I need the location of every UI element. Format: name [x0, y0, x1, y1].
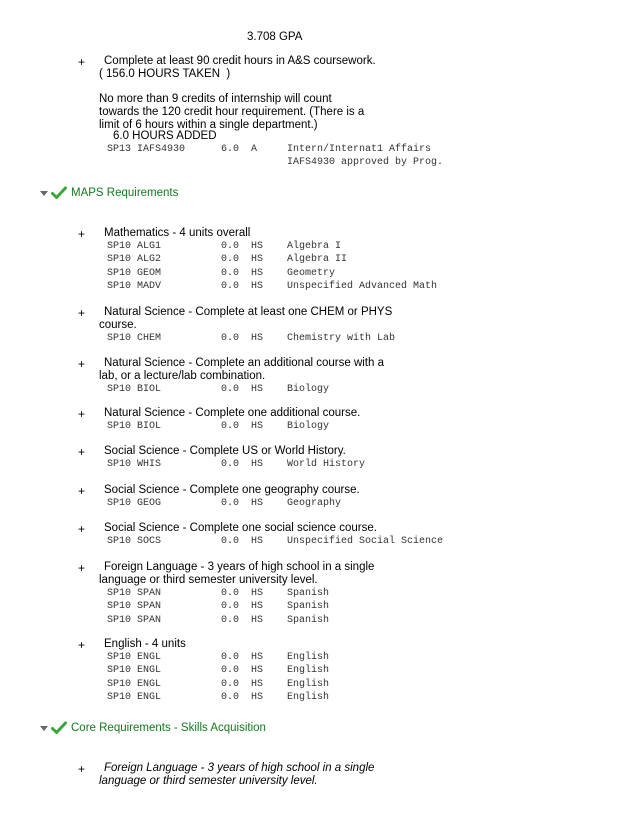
requirement-text: Social Science - Complete US or World History. [104, 445, 346, 457]
course-grade: HS [251, 601, 264, 613]
course-row [107, 665, 507, 678]
course-title: Biology [287, 421, 330, 432]
course-term: SP10 [107, 601, 132, 613]
course-term: SP10 [107, 241, 132, 252]
core-requirement-text: Foreign Language - 3 years of high school in a single [104, 762, 375, 774]
triangle-down-icon[interactable] [40, 726, 48, 731]
course-title: Chemistry with Lab [287, 333, 396, 344]
course-grade: HS [251, 254, 264, 266]
course-row [107, 588, 507, 601]
green-check-icon [51, 186, 67, 200]
requirement-plus: + [78, 762, 86, 776]
course-title: Unspecified Social Science [287, 536, 444, 547]
course-term: SP10 [107, 691, 132, 703]
course-row [107, 679, 507, 692]
requirement-plus: + [78, 55, 86, 69]
course-code: ALG2 [137, 254, 162, 266]
course-title: Spanish [287, 614, 330, 626]
course-grade: HS [251, 280, 264, 292]
course-row [107, 459, 507, 472]
course-title: Unspecified Advanced Math [287, 280, 438, 292]
core-section-title: Core Requirements - Skills Acquisition [71, 722, 266, 734]
requirement-text: course. [99, 319, 137, 331]
course-term: SP10 [107, 588, 132, 599]
course-row [107, 268, 507, 281]
course-credits: 0.0 [221, 459, 240, 470]
course-term: SP10 [107, 459, 132, 470]
requirement-text: Social Science - Complete one social science course. [104, 522, 377, 534]
course-grade: A [251, 144, 258, 155]
course-code: CHEM [137, 333, 162, 344]
course-credits: 0.0 [221, 678, 240, 690]
requirement-plus: + [78, 407, 86, 421]
course-credits: 6.0 [221, 144, 240, 155]
course-credits: 0.0 [221, 241, 240, 252]
requirement-text: language or third semester university level. [99, 574, 318, 586]
course-row [107, 241, 507, 254]
course-row [107, 536, 507, 549]
course-grade: HS [251, 241, 264, 252]
requirement-text: Social Science - Complete one geography course. [104, 484, 360, 496]
maps-section-header[interactable] [40, 184, 178, 202]
course-row [107, 692, 507, 705]
course-credits: 0.0 [221, 254, 240, 266]
course-row [107, 652, 507, 665]
course-grade: HS [251, 536, 264, 547]
course-credits: 0.0 [221, 588, 240, 599]
course-code: BIOL [137, 384, 162, 395]
course-grade: HS [251, 588, 264, 599]
course-term: SP10 [107, 665, 132, 677]
requirement-plus: + [78, 561, 86, 575]
course-credits: 0.0 [221, 333, 240, 344]
course-credits: 0.0 [221, 652, 240, 663]
core-section-header[interactable] [40, 719, 266, 737]
course-credits: 0.0 [221, 691, 240, 703]
course-code: SPAN [137, 614, 162, 626]
triangle-down-icon[interactable] [40, 191, 48, 196]
course-title: English [287, 652, 330, 663]
course-term: SP10 [107, 498, 132, 509]
requirement-plus: + [78, 357, 86, 371]
course-term: SP10 [107, 536, 132, 547]
requirement-plus: + [78, 638, 86, 652]
course-title: Spanish [287, 588, 330, 599]
course-term: SP10 [107, 421, 132, 432]
course-title: World History [287, 459, 366, 470]
course-term: SP10 [107, 333, 132, 344]
requirement-text: Foreign Language - 3 years of high school in a single [104, 561, 375, 573]
course-title: Spanish [287, 601, 330, 613]
course-row [107, 421, 507, 434]
course-title: English [287, 665, 330, 677]
course-code: ENGL [137, 678, 162, 690]
course-title: Intern/Internat1 Affairs [287, 144, 432, 155]
course-term: SP10 [107, 280, 132, 292]
course-code: BIOL [137, 421, 162, 432]
requirement-plus: + [78, 445, 86, 459]
course-credits: 0.0 [221, 267, 240, 279]
course-credits: 0.0 [221, 280, 240, 292]
requirement-text: English - 4 units [104, 638, 186, 650]
requirement-plus: + [78, 484, 86, 498]
course-grade: HS [251, 652, 264, 663]
requirement-plus: + [78, 522, 86, 536]
course-code: MADV [137, 280, 162, 292]
course-credits: 0.0 [221, 614, 240, 626]
course-credits: 0.0 [221, 665, 240, 677]
green-check-icon [51, 721, 67, 735]
course-code: SOCS [137, 536, 162, 547]
course-title: Algebra I [287, 241, 342, 252]
requirement-text: Complete at least 90 credit hours in A&S coursework. [104, 55, 376, 67]
course-row [107, 384, 507, 397]
approval-note: IAFS4930 approved by Prog. [287, 157, 444, 168]
course-term: SP10 [107, 652, 132, 663]
core-requirement-text: language or third semester university level. [99, 775, 318, 787]
requirement-text: Natural Science - Complete one additional course. [104, 407, 361, 419]
maps-section-title: MAPS Requirements [71, 187, 179, 199]
course-code: ALG1 [137, 241, 162, 252]
course-row [107, 601, 507, 614]
hours-taken: ( 156.0 HOURS TAKEN ) [99, 68, 231, 80]
course-term: SP10 [107, 384, 132, 395]
course-term: SP10 [107, 267, 132, 279]
course-grade: HS [251, 459, 264, 470]
course-grade: HS [251, 665, 264, 677]
requirement-plus: + [78, 227, 86, 241]
course-code: GEOM [137, 267, 162, 279]
internship-note-line: No more than 9 credits of internship will count [99, 93, 332, 105]
course-row [107, 281, 507, 294]
course-term: SP13 [107, 144, 132, 155]
course-term: SP10 [107, 678, 132, 690]
course-grade: HS [251, 678, 264, 690]
course-grade: HS [251, 498, 264, 509]
requirement-text: Mathematics - 4 units overall [104, 227, 251, 239]
course-grade: HS [251, 421, 264, 432]
course-code: IAFS4930 [137, 144, 186, 155]
gpa-value: 3.708 GPA [247, 31, 303, 43]
course-row [107, 254, 507, 267]
course-grade: HS [251, 384, 264, 395]
requirement-text: Natural Science - Complete an additional course with a [104, 357, 384, 369]
course-grade: HS [251, 267, 264, 279]
course-title: Biology [287, 384, 330, 395]
course-title: Geography [287, 498, 342, 509]
course-title: English [287, 678, 330, 690]
course-code: SPAN [137, 601, 162, 613]
internship-note-line: towards the 120 credit hour requirement. (There is a [99, 106, 365, 118]
course-grade: HS [251, 691, 264, 703]
course-code: ENGL [137, 665, 162, 677]
course-code: SPAN [137, 588, 162, 599]
course-code: ENGL [137, 652, 162, 663]
course-term: SP10 [107, 614, 132, 626]
course-title: Algebra II [287, 254, 348, 266]
course-credits: 0.0 [221, 601, 240, 613]
course-code: ENGL [137, 691, 162, 703]
course-title: English [287, 691, 330, 703]
course-credits: 0.0 [221, 384, 240, 395]
requirement-text: lab, or a lecture/lab combination. [99, 370, 266, 382]
hours-added: 6.0 HOURS ADDED [113, 130, 217, 142]
requirement-plus: + [78, 306, 86, 320]
course-grade: HS [251, 614, 264, 626]
course-row [107, 144, 507, 157]
course-row [107, 615, 507, 628]
course-code: WHIS [137, 459, 162, 470]
requirement-text: Natural Science - Complete at least one CHEM or PHYS [104, 306, 393, 318]
course-credits: 0.0 [221, 498, 240, 509]
course-term: SP10 [107, 254, 132, 266]
course-row [107, 333, 507, 346]
course-credits: 0.0 [221, 536, 240, 547]
course-row [107, 498, 507, 511]
course-credits: 0.0 [221, 421, 240, 432]
internship-note-line: limit of 6 hours within a single department.) [99, 119, 318, 131]
course-code: GEOG [137, 498, 162, 509]
course-grade: HS [251, 333, 264, 344]
course-title: Geometry [287, 267, 336, 279]
